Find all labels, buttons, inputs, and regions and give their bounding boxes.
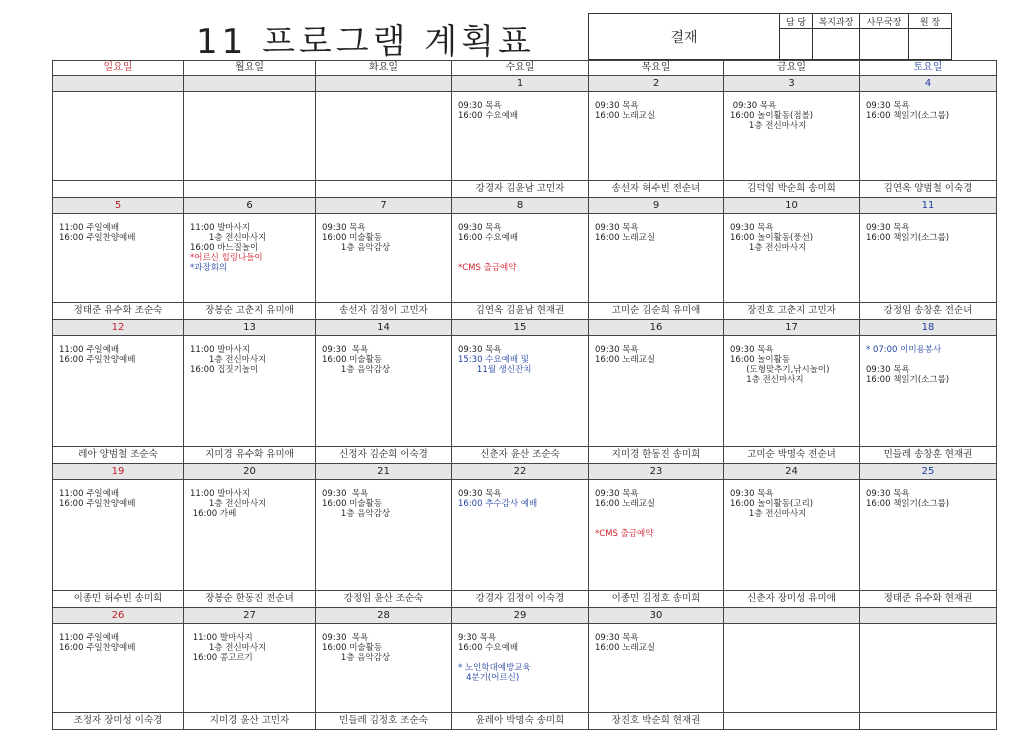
activity-row: [53, 336, 997, 447]
date-cell: 20: [184, 464, 316, 480]
staff-cell: 레아 양범철 조순숙: [53, 447, 184, 464]
activity-line: 16:00 책읽기(소그룹): [866, 499, 950, 509]
activity-cell[interactable]: [53, 624, 184, 713]
activity-line: 1층 음악감상: [322, 653, 391, 663]
day-header-row: [53, 61, 997, 76]
activity-line: 09:30 목욕: [458, 345, 502, 355]
activity-line: 09:30 목욕: [595, 633, 639, 643]
activity-cell[interactable]: [589, 336, 724, 447]
staff-cell: 조정자 장미성 이숙경: [53, 713, 184, 730]
activity-cell[interactable]: [184, 92, 316, 181]
activity-line: 4분기(어르신): [458, 673, 520, 683]
staff-cell: 김연옥 양범철 이숙경: [860, 181, 997, 198]
approval-role-secretary-general: 사무국장: [860, 14, 909, 29]
date-cell: 13: [184, 320, 316, 336]
activity-cell[interactable]: [860, 480, 997, 591]
day-header: 일요일: [53, 61, 184, 76]
activity-cell[interactable]: [589, 624, 724, 713]
date-row: [53, 76, 997, 92]
staff-cell: 지미경 윤산 고민자: [184, 713, 316, 730]
activity-line: * 노인학대예방교육: [458, 663, 531, 673]
staff-cell: [184, 181, 316, 198]
staff-cell: 신정자 김순희 이숙경: [316, 447, 452, 464]
staff-cell: 장봉순 고춘지 유미애: [184, 303, 316, 320]
activity-cell[interactable]: [316, 214, 452, 303]
activity-line: 1층 전신마사지: [730, 243, 807, 253]
staff-cell: 강정임 송창훈 전순녀: [860, 303, 997, 320]
activity-line: 16:00 주일찬양예배: [59, 643, 136, 653]
activity-row: [53, 624, 997, 713]
activity-line: 11:00 발마사지: [190, 223, 251, 233]
date-cell: [860, 608, 997, 624]
staff-row: [53, 591, 997, 608]
activity-line: 09:30 목욕: [458, 223, 502, 233]
date-cell: 6: [184, 198, 316, 214]
date-cell: [184, 76, 316, 92]
activity-line: 16:00 미술활동: [322, 233, 383, 243]
activity-line: 09:30 목욕: [458, 101, 502, 111]
staff-cell: 민들레 김정호 조순숙: [316, 713, 452, 730]
activity-row: [53, 92, 997, 181]
date-cell: 4: [860, 76, 997, 92]
staff-cell: 장진호 고춘지 고민자: [724, 303, 860, 320]
day-header: 월요일: [184, 61, 316, 76]
activity-line: 11:00 주일예배: [59, 223, 120, 233]
staff-cell: [724, 713, 860, 730]
staff-cell: 김연옥 김윤남 현재권: [452, 303, 589, 320]
activity-cell[interactable]: [724, 336, 860, 447]
activity-line: 16:00 책읽기(소그룹): [866, 375, 950, 385]
activity-line: 16:00 콩고르기: [190, 653, 253, 663]
activity-line: 09:30 목욕: [458, 489, 502, 499]
day-header: 수요일: [452, 61, 589, 76]
activity-line: 1층 전신마사지: [190, 355, 267, 365]
activity-line: 16:00 집짓기놀이: [190, 365, 259, 375]
activity-line: 11:00 주일예배: [59, 489, 120, 499]
activity-line: 1층 전신마사지: [730, 121, 807, 131]
staff-cell: 지미경 유수화 유미애: [184, 447, 316, 464]
activity-line: 16:00 미술활동: [322, 355, 383, 365]
activity-cell[interactable]: [184, 624, 316, 713]
date-cell: 21: [316, 464, 452, 480]
page-title: 11 프로그램 계획표: [196, 22, 535, 62]
activity-cell[interactable]: [589, 480, 724, 591]
activity-line: *CMS 출금예약: [595, 529, 654, 539]
activity-cell[interactable]: [316, 480, 452, 591]
date-cell: 26: [53, 608, 184, 624]
staff-cell: 강정임 윤산 조순숙: [316, 591, 452, 608]
activity-line: 09:30 목욕: [595, 345, 639, 355]
staff-row: [53, 181, 997, 198]
staff-cell: 이종민 허수빈 송미희: [53, 591, 184, 608]
activity-line: 16:00 미술활동: [322, 643, 383, 653]
activity-line: 09:30 목욕: [595, 489, 639, 499]
date-cell: 5: [53, 198, 184, 214]
activity-line: [458, 253, 588, 263]
activity-line: [595, 519, 723, 529]
activity-line: 11:00 발마사지: [190, 489, 251, 499]
activity-cell[interactable]: [53, 336, 184, 447]
approval-sign-cell[interactable]: [909, 29, 952, 60]
activity-line: 09:30 목욕: [595, 223, 639, 233]
date-cell: 14: [316, 320, 452, 336]
activity-line: 16:00 책읽기(소그룹): [866, 233, 950, 243]
activity-cell[interactable]: [452, 480, 589, 591]
activity-line: 16:00 추수감사 예배: [458, 499, 538, 509]
activity-line: 16:00 주일찬양예배: [59, 499, 136, 509]
activity-line: 16:00 바느질놀이: [190, 243, 259, 253]
activity-line: *CMS 출금예약: [458, 263, 517, 273]
activity-line: 11:00 발마사지: [190, 633, 253, 643]
activity-cell[interactable]: [452, 92, 589, 181]
date-cell: [724, 608, 860, 624]
activity-line: 16:00 주일찬양예배: [59, 355, 136, 365]
activity-cell[interactable]: [860, 92, 997, 181]
activity-cell[interactable]: [589, 214, 724, 303]
staff-cell: 신춘자 장미성 유미애: [724, 591, 860, 608]
calendar-table: [52, 60, 997, 730]
date-cell: [316, 76, 452, 92]
activity-cell[interactable]: [860, 624, 997, 713]
activity-cell[interactable]: [724, 214, 860, 303]
staff-cell: [860, 713, 997, 730]
staff-row: [53, 713, 997, 730]
activity-cell[interactable]: [53, 214, 184, 303]
date-cell: 29: [452, 608, 589, 624]
staff-cell: [316, 181, 452, 198]
activity-line: 16:00 놀이활동: [730, 355, 791, 365]
date-cell: 3: [724, 76, 860, 92]
staff-cell: [53, 181, 184, 198]
activity-line: 11월 생신잔치: [458, 365, 532, 375]
date-cell: [53, 76, 184, 92]
activity-line: 09:30 목욕: [866, 365, 910, 375]
activity-line: 16:00 주일찬양예배: [59, 233, 136, 243]
activity-cell[interactable]: [452, 214, 589, 303]
activity-line: 09:30 목욕: [595, 101, 639, 111]
activity-line: 1층 전신마사지: [190, 233, 267, 243]
activity-line: 1층 전신마사지: [730, 509, 807, 519]
activity-cell[interactable]: [860, 214, 997, 303]
activity-cell[interactable]: [53, 480, 184, 591]
date-cell: 11: [860, 198, 997, 214]
activity-line: * 07:00 이미용봉사: [866, 345, 942, 355]
activity-cell[interactable]: [184, 480, 316, 591]
staff-cell: 강경자 김정이 이숙경: [452, 591, 589, 608]
date-cell: 23: [589, 464, 724, 480]
activity-cell[interactable]: [316, 624, 452, 713]
activity-line: [458, 243, 588, 253]
date-cell: 16: [589, 320, 724, 336]
date-row: [53, 320, 997, 336]
activity-cell[interactable]: [724, 624, 860, 713]
activity-cell[interactable]: [184, 336, 316, 447]
activity-line: 11:00 발마사지: [190, 345, 251, 355]
staff-cell: 지미경 한동진 송미희: [589, 447, 724, 464]
staff-cell: 송선자 김정이 고민자: [316, 303, 452, 320]
staff-cell: 장봉순 한동진 전순녀: [184, 591, 316, 608]
staff-cell: 정태준 유수화 현재권: [860, 591, 997, 608]
date-cell: 27: [184, 608, 316, 624]
approval-role-director: 원 장: [909, 14, 952, 29]
staff-cell: 강경자 김윤남 고민자: [452, 181, 589, 198]
date-cell: 2: [589, 76, 724, 92]
activity-line: 09:30 목욕: [322, 223, 366, 233]
date-row: [53, 464, 997, 480]
activity-line: 16:00 수요예배: [458, 643, 519, 653]
activity-line: 09:30 목욕: [866, 489, 910, 499]
activity-line: [595, 509, 723, 519]
activity-cell[interactable]: [724, 92, 860, 181]
activity-line: 16:00 놀이활동(고리): [730, 499, 814, 509]
activity-line: 15:30 수요예배 및: [458, 355, 529, 365]
date-cell: 1: [452, 76, 589, 92]
staff-row: [53, 447, 997, 464]
activity-line: 09:30 목욕: [322, 345, 369, 355]
date-cell: 28: [316, 608, 452, 624]
approval-role-staff: 담 당: [780, 14, 813, 29]
staff-cell: 장진호 박순희 현재권: [589, 713, 724, 730]
activity-line: 16:00 놀이활동(점볼): [730, 111, 814, 121]
date-cell: 30: [589, 608, 724, 624]
activity-row: [53, 214, 997, 303]
date-cell: 17: [724, 320, 860, 336]
activity-line: 16:00 노래교실: [595, 233, 656, 243]
approval-label: 결재: [589, 14, 780, 60]
activity-line: [866, 355, 996, 365]
date-cell: 12: [53, 320, 184, 336]
activity-line: *어르신 힐링나들이: [190, 253, 263, 263]
day-header: 화요일: [316, 61, 452, 76]
staff-cell: 송선자 허수빈 전순녀: [589, 181, 724, 198]
activity-line: 16:00 노래교실: [595, 499, 656, 509]
approval-sign-cell[interactable]: [780, 29, 813, 60]
activity-line: 11:00 주일예배: [59, 345, 120, 355]
date-cell: 24: [724, 464, 860, 480]
activity-cell[interactable]: [184, 214, 316, 303]
day-header: 토요일: [860, 61, 997, 76]
date-row: [53, 198, 997, 214]
activity-line: 9:30 목욕: [458, 633, 497, 643]
activity-row: [53, 480, 997, 591]
activity-cell[interactable]: [316, 92, 452, 181]
date-cell: 10: [724, 198, 860, 214]
staff-cell: 김덕임 박순희 송미희: [724, 181, 860, 198]
date-cell: 19: [53, 464, 184, 480]
activity-line: 09:30 목욕: [866, 223, 910, 233]
activity-line: 16:00 책읽기(소그룹): [866, 111, 950, 121]
activity-line: 16:00 수요예배: [458, 111, 519, 121]
staff-cell: 고미순 박명숙 전순녀: [724, 447, 860, 464]
activity-line: 1층 전신마사지: [190, 499, 267, 509]
date-cell: 18: [860, 320, 997, 336]
activity-line: 16:00 놀이활동(풍선): [730, 233, 814, 243]
activity-line: 09:30 목욕: [730, 101, 777, 111]
activity-line: 1층 전신마사지: [730, 375, 804, 385]
activity-line: 1층 음악감상: [322, 365, 391, 375]
activity-line: 16:00 노래교실: [595, 355, 656, 365]
date-cell: 8: [452, 198, 589, 214]
date-cell: 15: [452, 320, 589, 336]
activity-cell[interactable]: [724, 480, 860, 591]
activity-line: 09:30 목욕: [322, 489, 369, 499]
approval-sign-cell[interactable]: [813, 29, 860, 60]
activity-line: (도형맞추기,낚시놀이): [730, 365, 830, 375]
approval-sign-cell[interactable]: [860, 29, 909, 60]
activity-cell[interactable]: [316, 336, 452, 447]
staff-cell: 윤레아 박명숙 송미희: [452, 713, 589, 730]
staff-row: [53, 303, 997, 320]
day-header: 목요일: [589, 61, 724, 76]
activity-line: 09:30 목욕: [866, 101, 910, 111]
activity-line: 16:00 미술활동: [322, 499, 383, 509]
activity-line: 09:30 목욕: [730, 489, 774, 499]
activity-line: 1층 전신마사지: [190, 643, 267, 653]
activity-line: 16:00 노래교실: [595, 643, 656, 653]
activity-line: 1층 음악감상: [322, 509, 391, 519]
activity-line: 16:00 가베: [190, 509, 237, 519]
staff-cell: 정태준 유수화 조순숙: [53, 303, 184, 320]
staff-cell: 고미순 김순희 유미애: [589, 303, 724, 320]
activity-line: *과장회의: [190, 263, 228, 273]
approval-box: [588, 13, 952, 60]
day-header: 금요일: [724, 61, 860, 76]
activity-line: 09:30 목욕: [730, 345, 774, 355]
activity-line: 16:00 수요예배: [458, 233, 519, 243]
activity-line: 1층 음악감상: [322, 243, 391, 253]
date-row: [53, 608, 997, 624]
date-cell: 22: [452, 464, 589, 480]
activity-cell[interactable]: [860, 336, 997, 447]
activity-line: 16:00 노래교실: [595, 111, 656, 121]
activity-cell[interactable]: [53, 92, 184, 181]
activity-line: [458, 653, 588, 663]
staff-cell: 신춘자 윤산 조순숙: [452, 447, 589, 464]
date-cell: 25: [860, 464, 997, 480]
activity-line: 11:00 주일예배: [59, 633, 120, 643]
staff-cell: 민들레 송창훈 현재권: [860, 447, 997, 464]
date-cell: 7: [316, 198, 452, 214]
date-cell: 9: [589, 198, 724, 214]
approval-role-welfare-manager: 복지과장: [813, 14, 860, 29]
activity-line: 09:30 목욕: [730, 223, 774, 233]
activity-cell[interactable]: [589, 92, 724, 181]
staff-cell: 이종민 김정호 송미희: [589, 591, 724, 608]
activity-cell[interactable]: [452, 624, 589, 713]
activity-line: 09:30 목욕: [322, 633, 369, 643]
activity-cell[interactable]: [452, 336, 589, 447]
